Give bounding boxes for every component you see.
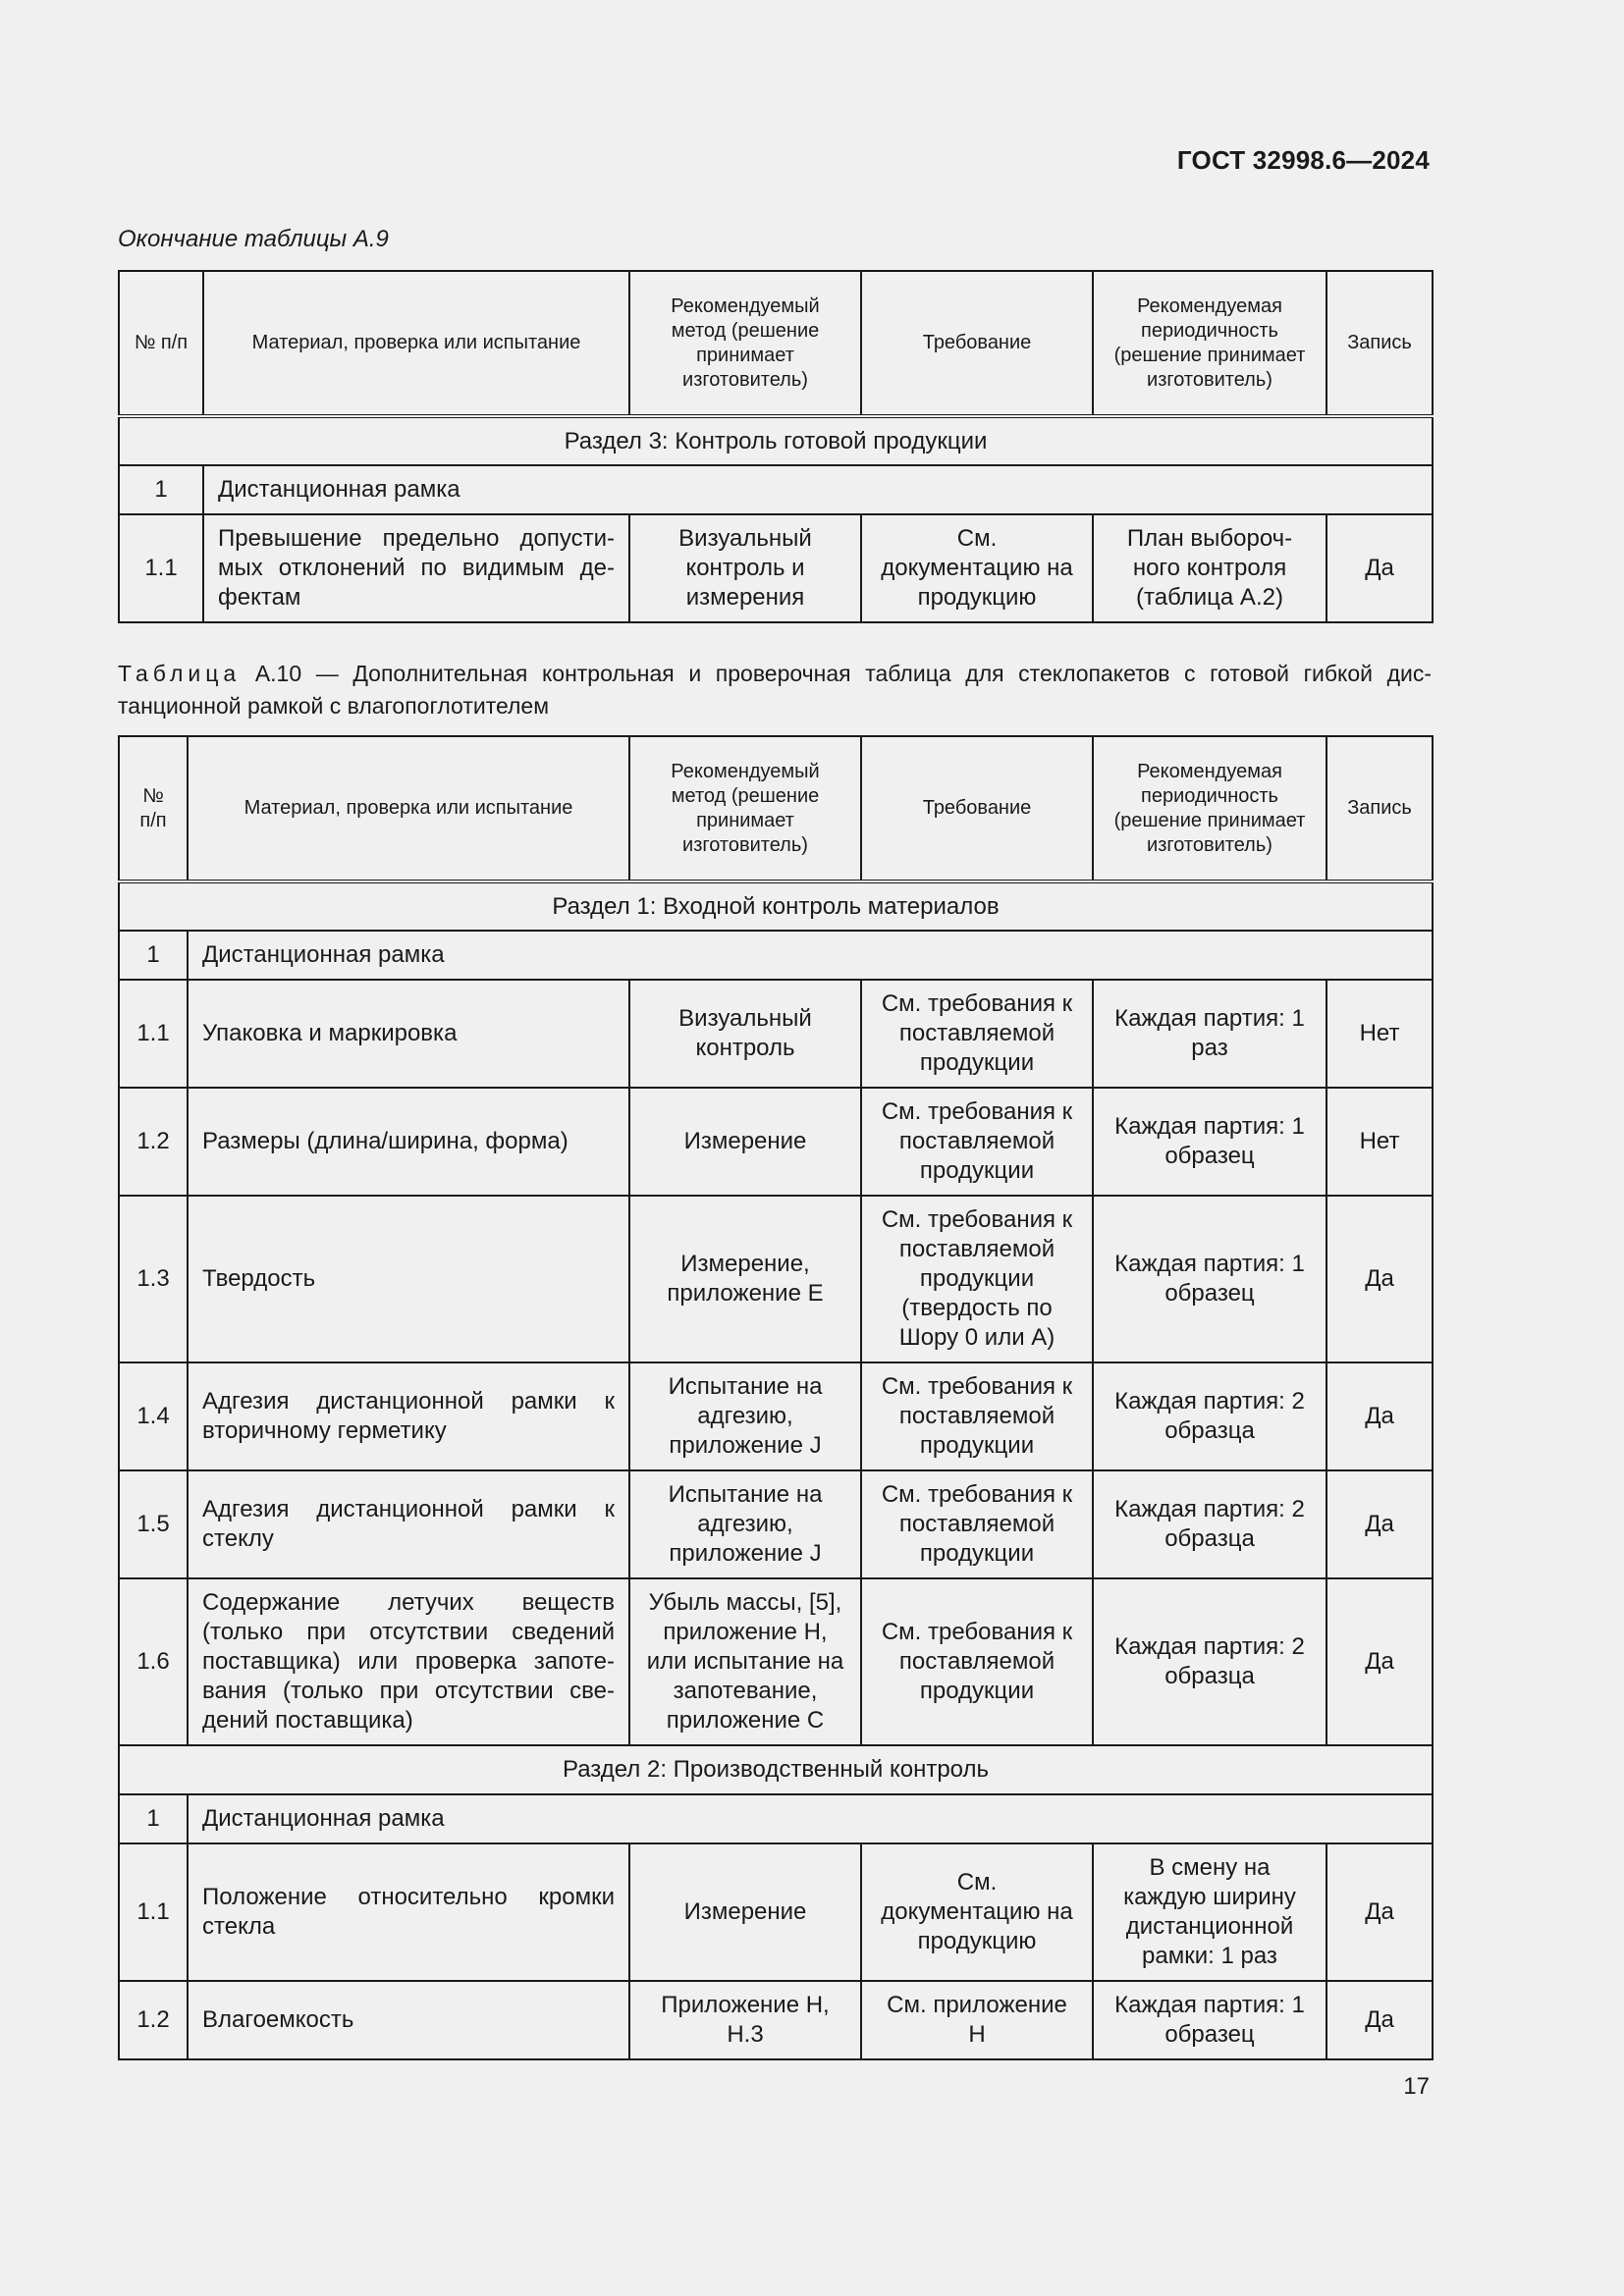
column-header-method: Рекомендуемый метод (решение принимает изготовитель) bbox=[629, 736, 861, 881]
row-num: 1.1 bbox=[119, 980, 188, 1088]
caption-text: А.10 — Дополнительная контрольная и проверочная таблица для стеклопакетов с готовой гибкой дис-танционной рамкой с влагопоглотителем bbox=[118, 661, 1432, 719]
row-material: Содержание летучих веществ (только при отсутствии сведений поставщика) или проверка запоте-вания (только при отсутствии све-дений поставщика) bbox=[188, 1578, 629, 1745]
table-header-row bbox=[119, 271, 1433, 416]
row-method: Испытание на адгезию, приложение J bbox=[629, 1362, 861, 1470]
row-method: Измерение, приложение Е bbox=[629, 1196, 861, 1362]
standard-designation: ГОСТ 32998.6—2024 bbox=[1176, 145, 1430, 175]
row-material: Упаковка и маркировка bbox=[188, 980, 629, 1088]
table-row bbox=[119, 514, 1433, 622]
row-num: 1.1 bbox=[119, 514, 203, 622]
row-num: 1.3 bbox=[119, 1196, 188, 1362]
row-periodicity: План выбороч-ного контроля (таблица А.2) bbox=[1093, 514, 1326, 622]
row-requirement: См. требования к поставляемой продукции (твердость по Шору 0 или А) bbox=[861, 1196, 1093, 1362]
page-number: 17 bbox=[1403, 2073, 1430, 2100]
section-row bbox=[119, 881, 1433, 931]
row-method: Убыль массы, [5], приложение Н, или испытание на запотевание, приложение С bbox=[629, 1578, 861, 1745]
row-record: Нет bbox=[1326, 1088, 1433, 1196]
row-periodicity: Каждая партия: 2 образца bbox=[1093, 1578, 1326, 1745]
column-header-requirement: Требование bbox=[861, 736, 1093, 881]
group-num: 1 bbox=[119, 1794, 188, 1843]
group-num: 1 bbox=[119, 465, 203, 514]
row-requirement: См. документацию на продукцию bbox=[861, 514, 1093, 622]
group-row bbox=[119, 1794, 1433, 1843]
table-a9 bbox=[118, 270, 1434, 623]
column-header-requirement: Требование bbox=[861, 271, 1093, 416]
row-material: Твердость bbox=[188, 1196, 629, 1362]
table-continuation-label: Окончание таблицы А.9 bbox=[118, 226, 389, 252]
table-row bbox=[119, 1843, 1433, 1981]
table-header-row bbox=[119, 736, 1433, 881]
section-row bbox=[119, 1745, 1433, 1794]
row-num: 1.2 bbox=[119, 1088, 188, 1196]
row-requirement: См. требования к поставляемой продукции bbox=[861, 1362, 1093, 1470]
row-requirement: См. требования к поставляемой продукции bbox=[861, 980, 1093, 1088]
table-row bbox=[119, 1470, 1433, 1578]
section-row bbox=[119, 416, 1433, 465]
column-header-method: Рекомендуемый метод (решение принимает изготовитель) bbox=[629, 271, 861, 416]
column-header-periodicity: Рекомендуемая периодичность (решение принимает изготовитель) bbox=[1093, 271, 1326, 416]
row-periodicity: В смену на каждую ширину дистанционной рамки: 1 раз bbox=[1093, 1843, 1326, 1981]
row-material: Адгезия дистанционной рамки к стеклу bbox=[188, 1470, 629, 1578]
section-title: Раздел 1: Входной контроль материалов bbox=[119, 881, 1433, 931]
row-material: Влагоемкость bbox=[188, 1981, 629, 2059]
row-requirement: См. документацию на продукцию bbox=[861, 1843, 1093, 1981]
section-title: Раздел 3: Контроль готовой продукции bbox=[119, 416, 1433, 465]
row-material: Размеры (длина/ширина, форма) bbox=[188, 1088, 629, 1196]
row-record: Да bbox=[1326, 1843, 1433, 1981]
group-name: Дистанционная рамка bbox=[188, 1794, 1433, 1843]
group-row bbox=[119, 931, 1433, 980]
row-record: Да bbox=[1326, 1578, 1433, 1745]
caption-label: Таблица bbox=[118, 661, 242, 686]
row-material: Адгезия дистанционной рамки к вторичному герметику bbox=[188, 1362, 629, 1470]
row-num: 1.4 bbox=[119, 1362, 188, 1470]
table-row bbox=[119, 1088, 1433, 1196]
table-row bbox=[119, 1578, 1433, 1745]
column-header-record: Запись bbox=[1326, 736, 1433, 881]
row-num: 1.5 bbox=[119, 1470, 188, 1578]
table-a10 bbox=[118, 735, 1434, 2060]
column-header-record: Запись bbox=[1326, 271, 1433, 416]
table-row bbox=[119, 1196, 1433, 1362]
group-row bbox=[119, 465, 1433, 514]
column-header-periodicity: Рекомендуемая периодичность (решение принимает изготовитель) bbox=[1093, 736, 1326, 881]
column-header-num: № п/п bbox=[119, 271, 203, 416]
row-periodicity: Каждая партия: 1 образец bbox=[1093, 1981, 1326, 2059]
row-record: Нет bbox=[1326, 980, 1433, 1088]
group-name: Дистанционная рамка bbox=[188, 931, 1433, 980]
row-record: Да bbox=[1326, 514, 1433, 622]
row-record: Да bbox=[1326, 1470, 1433, 1578]
row-record: Да bbox=[1326, 1981, 1433, 2059]
row-requirement: См. требования к поставляемой продукции bbox=[861, 1470, 1093, 1578]
group-name: Дистанционная рамка bbox=[203, 465, 1433, 514]
section-title: Раздел 2: Производственный контроль bbox=[119, 1745, 1433, 1794]
row-num: 1.6 bbox=[119, 1578, 188, 1745]
table-row bbox=[119, 1981, 1433, 2059]
row-material: Превышение предельно допусти-мых отклонений по видимым де-фектам bbox=[203, 514, 629, 622]
row-requirement: См. приложение Н bbox=[861, 1981, 1093, 2059]
row-requirement: См. требования к поставляемой продукции bbox=[861, 1088, 1093, 1196]
column-header-num: № п/п bbox=[119, 736, 188, 881]
row-record: Да bbox=[1326, 1196, 1433, 1362]
row-method: Измерение bbox=[629, 1843, 861, 1981]
row-periodicity: Каждая партия: 2 образца bbox=[1093, 1470, 1326, 1578]
column-header-material: Материал, проверка или испытание bbox=[203, 271, 629, 416]
row-material: Положение относительно кромки стекла bbox=[188, 1843, 629, 1981]
row-periodicity: Каждая партия: 1 образец bbox=[1093, 1088, 1326, 1196]
row-record: Да bbox=[1326, 1362, 1433, 1470]
row-periodicity: Каждая партия: 1 раз bbox=[1093, 980, 1326, 1088]
row-method: Измерение bbox=[629, 1088, 861, 1196]
row-num: 1.1 bbox=[119, 1843, 188, 1981]
table-row bbox=[119, 1362, 1433, 1470]
table-a10-caption bbox=[118, 658, 1432, 722]
row-method: Визуальный контроль и измерения bbox=[629, 514, 861, 622]
row-method: Приложение Н, Н.3 bbox=[629, 1981, 861, 2059]
table-row bbox=[119, 980, 1433, 1088]
row-requirement: См. требования к поставляемой продукции bbox=[861, 1578, 1093, 1745]
column-header-material: Материал, проверка или испытание bbox=[188, 736, 629, 881]
row-periodicity: Каждая партия: 1 образец bbox=[1093, 1196, 1326, 1362]
row-num: 1.2 bbox=[119, 1981, 188, 2059]
row-periodicity: Каждая партия: 2 образца bbox=[1093, 1362, 1326, 1470]
row-method: Визуальный контроль bbox=[629, 980, 861, 1088]
row-method: Испытание на адгезию, приложение J bbox=[629, 1470, 861, 1578]
group-num: 1 bbox=[119, 931, 188, 980]
